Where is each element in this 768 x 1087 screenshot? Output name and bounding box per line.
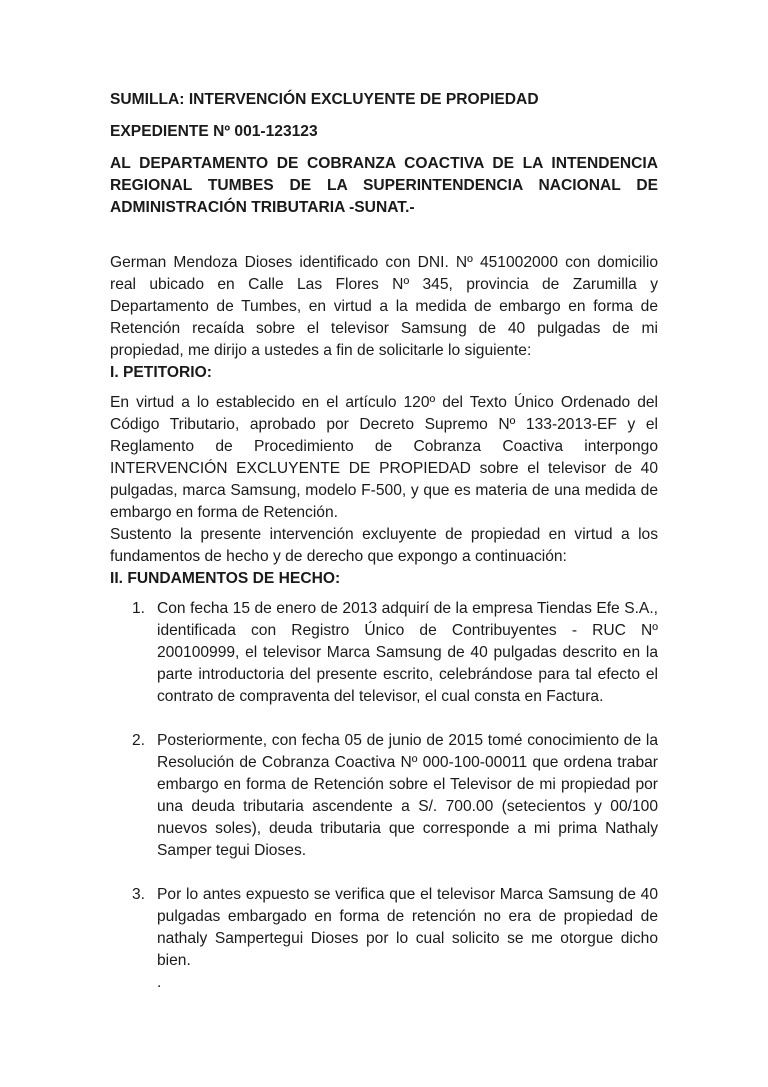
list-item-text: Con fecha 15 de enero de 2013 adquirí de la empresa Tiendas Efe S.A., identificada con Registro Único de Contribuyentes - RUC Nº 200100999, el televisor Marca Samsung de 40 pulgadas descrito en la parte introductoria del presente escrito, celebrándose para tal efecto el contrato de compraventa del televisor, el cual consta en Factura. bbox=[157, 600, 658, 705]
list-item-text: Posteriormente, con fecha 05 de junio de 2015 tomé conocimiento de la Resolución de Cobranza Coactiva Nº 000-100-00011 que ordena trabar embargo en forma de Retención sobre el Televisor de mi propiedad por una deuda tributaria ascendente a S/. 700.00 (setecientos y 00/100 nuevos soles), deuda tributaria que corresponde a mi prima Nathaly Samper tegui Dioses. bbox=[157, 732, 658, 859]
list-item-number: 2. bbox=[132, 732, 146, 749]
list-item-text: Por lo antes expuesto se verifica que el televisor Marca Samsung de 40 pulgadas embargado en forma de retención no era de propiedad de nathaly Sampertegui Dioses por lo cual solicito se me otorgue dicho bien. bbox=[157, 886, 658, 969]
list-item bbox=[110, 884, 658, 972]
document-page bbox=[110, 89, 658, 994]
expediente-heading: EXPEDIENTE Nº 001-123123 bbox=[110, 123, 318, 140]
list-item-number: 1. bbox=[132, 600, 146, 617]
intro-paragraph: German Mendoza Dioses identificado con DNI. Nº 451002000 con domicilio real ubicado en Calle Las Flores Nº 345, provincia de Zarumilla y Departamento de Tumbes, en virtud a la medida de embargo en forma de Retención recaída sobre el televisor Samsung de 40 pulgadas de mi propiedad, me dirijo a ustedes a fin de solicitarle lo siguiente: bbox=[110, 254, 658, 359]
sustento-paragraph: Sustento la presente intervención excluyente de propiedad en virtud a los fundamentos de hecho y de derecho que expongo a continuación: bbox=[110, 526, 658, 565]
addressee-heading: AL DEPARTAMENTO DE COBRANZA COACTIVA DE LA INTENDENCIA REGIONAL TUMBES DE LA SUPERINTENDENCIA NACIONAL DE ADMINISTRACIÓN TRIBUTARIA -SUNAT.- bbox=[110, 155, 658, 216]
sumilla-heading: SUMILLA: INTERVENCIÓN EXCLUYENTE DE PROPIEDAD bbox=[110, 91, 539, 108]
petitorio-paragraph: En virtud a lo establecido en el artículo 120º del Texto Único Ordenado del Código Tributario, aprobado por Decreto Supremo Nº 133-2013-EF y el Reglamento de Procedimiento de Cobranza Coactiva interpongo INTERVENCIÓN EXCLUYENTE DE PROPIEDAD sobre el televisor de 40 pulgadas, marca Samsung, modelo F-500, y que es materia de una medida de embargo en forma de Retención. bbox=[110, 394, 658, 521]
fundamentos-title: II. FUNDAMENTOS DE HECHO: bbox=[110, 570, 341, 587]
list-item-number: 3. bbox=[132, 886, 146, 903]
trailing-period: . bbox=[157, 974, 162, 991]
fundamentos-list bbox=[110, 598, 658, 972]
list-item bbox=[110, 598, 658, 708]
petitorio-title: I. PETITORIO: bbox=[110, 364, 212, 381]
list-item bbox=[110, 730, 658, 862]
